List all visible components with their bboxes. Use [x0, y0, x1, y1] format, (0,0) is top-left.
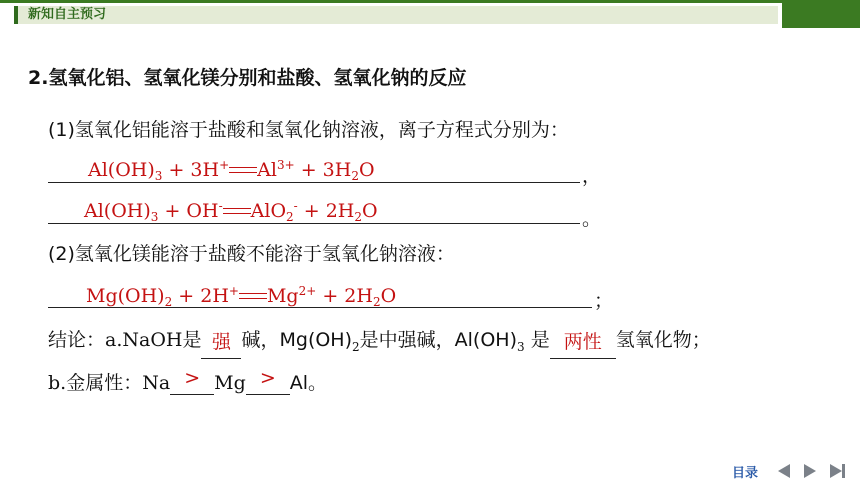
eq2-product2-sub: 2: [354, 210, 363, 224]
conclusion-b: [48, 367, 328, 395]
section-title: 新知自主预习: [28, 7, 107, 22]
eq2-product2-end: O: [362, 200, 378, 222]
eq1-reactant: Al(OH): [88, 159, 155, 181]
conclusion-a-sub: 2: [352, 339, 360, 354]
eq1-punct: ，: [582, 165, 602, 187]
eq2-product: AlO: [250, 200, 287, 222]
answer-line-3: [48, 307, 592, 308]
blank-gt-1-answer: >: [184, 367, 201, 389]
eq3-punct: ；: [594, 290, 614, 312]
eq2-reactant2: + OH: [158, 200, 219, 222]
part2-intro: (2)氢氧化镁能溶于盐酸不能溶于氢氧化钠溶液：: [48, 243, 455, 265]
conclusion-a-mid2: 是中强碱，Al(OH): [359, 329, 518, 351]
eq2-equals-sign: [223, 208, 251, 216]
blank-amphoteric-answer: 两性: [563, 330, 602, 353]
conclusion-b-end: Al。: [289, 372, 328, 394]
conclusion-a-prefix: a.NaOH是: [105, 329, 202, 351]
eq3-reactant2: + 2H: [172, 285, 229, 307]
equation-3: [86, 279, 396, 314]
last-page-bar-icon: [842, 464, 845, 478]
eq1-product2: + 3H: [294, 159, 352, 181]
eq1-product2-end: O: [358, 159, 375, 181]
eq1-product: Al: [257, 159, 277, 181]
prev-icon[interactable]: [778, 464, 790, 478]
eq1-charge: +: [219, 158, 230, 172]
eq1-sub: 3: [154, 169, 163, 183]
blank-amphoteric: [550, 330, 616, 359]
eq1-reactant2: + 3H: [162, 159, 220, 181]
eq2-reactant: Al(OH): [84, 200, 151, 222]
eq1-product-charge: 3+: [276, 158, 295, 172]
eq3-reactant: Mg(OH): [86, 285, 165, 307]
conclusion-a-mid: 碱，Mg(OH): [241, 329, 353, 351]
conclusion-b-prefix: b.金属性：Na: [48, 372, 171, 394]
conclusion-label: 结论：: [48, 329, 106, 351]
eq1-equals-sign: [229, 167, 257, 175]
toc-link[interactable]: 目录: [732, 466, 759, 481]
eq2-product-charge: -: [293, 199, 298, 213]
eq3-product-charge: 2+: [298, 284, 317, 298]
conclusion-a-mid3: 是: [524, 329, 550, 351]
eq2-sub: 3: [150, 210, 159, 224]
eq3-equals-sign: [239, 293, 267, 301]
blank-gt-2-answer: >: [259, 367, 276, 389]
eq3-sub: 2: [164, 295, 173, 309]
eq3-charge: +: [228, 284, 239, 298]
next-icon[interactable]: [804, 464, 816, 478]
slide-navigation: [720, 456, 860, 484]
last-page-icon[interactable]: [830, 464, 842, 478]
conclusion-a-end: 氢氧化物；: [615, 329, 711, 351]
eq3-product: Mg: [266, 285, 299, 307]
answer-line-1: [48, 182, 580, 183]
blank-gt-2: [246, 367, 290, 395]
heading: 2.氢氧化铝、氢氧化镁分别和盐酸、氢氧化钠的反应: [28, 67, 467, 89]
eq1-product2-sub: 2: [351, 169, 359, 183]
conclusion-b-mid: Mg: [214, 372, 246, 394]
blank-gt-1: [170, 367, 214, 395]
eq2-punct: 。: [582, 208, 602, 230]
eq2-product-sub: 2: [286, 210, 294, 224]
conclusion-a: [48, 328, 711, 359]
eq3-product2-sub: 2: [372, 295, 381, 309]
blank-strong: [201, 330, 241, 359]
eq2-charge: -: [218, 199, 223, 213]
eq3-product2-end: O: [380, 285, 397, 307]
conclusion-a-sub2: 3: [517, 339, 525, 354]
eq3-product2: + 2H: [316, 285, 373, 307]
part1-intro: (1)氢氧化铝能溶于盐酸和氢氧化钠溶液，离子方程式分别为：: [48, 119, 569, 141]
answer-line-2: [48, 223, 580, 224]
blank-strong-answer: 强: [211, 330, 231, 353]
eq2-product2: + 2H: [297, 200, 355, 222]
